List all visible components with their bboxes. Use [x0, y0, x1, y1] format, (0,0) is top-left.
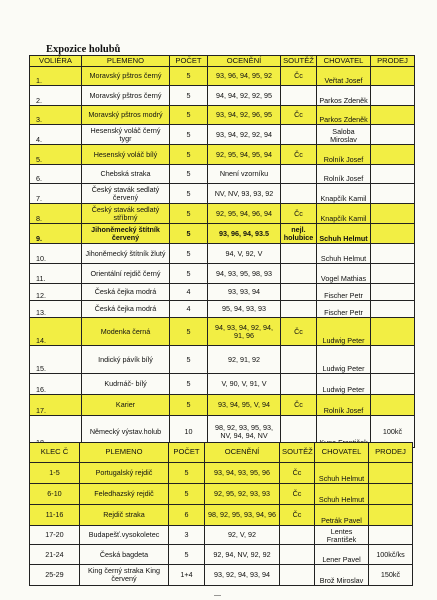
column-header-count: POČET	[169, 443, 205, 463]
column-header-cage-number: VOLIÉRA	[30, 56, 82, 67]
breed-cell: Orientální rejdič černý	[82, 264, 170, 284]
breeder-cell: Veřtat Josef	[317, 67, 371, 86]
breeder-cell: Schuh Helmut	[317, 224, 371, 244]
sale-cell	[369, 484, 413, 505]
breeder-cell: Schuh Helmut	[315, 484, 369, 505]
cage-number-cell: 21-24	[30, 545, 80, 565]
sale-cell	[369, 463, 413, 484]
count-cell: 5	[169, 484, 205, 505]
breeder-cell: Ludwig Peter	[317, 318, 371, 346]
cage-number-cell: 6-10	[30, 484, 80, 505]
sale-cell	[371, 264, 415, 284]
count-cell: 5	[170, 204, 208, 224]
count-cell: 5	[170, 244, 208, 264]
cage-number-cell: 17.	[30, 395, 82, 416]
breeder-cell: Rolník Josef	[317, 165, 371, 184]
table-row	[30, 67, 415, 86]
cage-number-cell: 4.	[30, 125, 82, 145]
breeder-cell: Knapčík Kamil	[317, 184, 371, 204]
cage-number-cell: 7.	[30, 184, 82, 204]
column-header-competition: SOUTĚŽ	[280, 443, 315, 463]
breed-cell: Indický pávík bílý	[82, 346, 170, 374]
competition-cell: Čc	[280, 484, 315, 505]
rating-cell: 93, 92, 94, 93, 94	[205, 565, 280, 586]
count-cell: 4	[170, 284, 208, 301]
competition-cell	[281, 284, 317, 301]
competition-cell	[280, 565, 315, 586]
sale-cell	[371, 184, 415, 204]
sale-cell	[371, 395, 415, 416]
rating-cell: Nnení vzorníku	[208, 165, 281, 184]
cage-number-cell: 15.	[30, 346, 82, 374]
count-cell: 5	[170, 184, 208, 204]
sale-cell: 100kč/ks	[369, 545, 413, 565]
competition-cell	[281, 125, 317, 145]
competition-cell	[281, 264, 317, 284]
count-cell: 5	[170, 86, 208, 106]
breed-cell: Kudrnáč- bílý	[82, 374, 170, 395]
breeder-cell: Ludwig Peter	[317, 374, 371, 395]
breed-cell: Německý výstav.holub	[82, 416, 170, 448]
count-cell: 5	[170, 395, 208, 416]
rating-cell: 95, 94, 93, 93	[208, 301, 281, 318]
rating-cell: 93, 96, 94, 95, 92	[208, 67, 281, 86]
breeder-cell: Saloba Miroslav	[317, 125, 371, 145]
sale-cell	[371, 106, 415, 125]
breeder-cell: Ludwig Peter	[317, 346, 371, 374]
competition-cell	[281, 244, 317, 264]
cage-number-cell: 3.	[30, 106, 82, 125]
cage-number-cell: 6.	[30, 165, 82, 184]
rating-cell: 94, 93, 95, 98, 93	[208, 264, 281, 284]
cage-number-cell: 10.	[30, 244, 82, 264]
breed-cell: Jihoněmecký štítník červený	[82, 224, 170, 244]
competition-cell: Čc	[280, 505, 315, 526]
table-row	[30, 526, 413, 545]
column-header-breed: PLEMENO	[80, 443, 169, 463]
competition-cell	[281, 165, 317, 184]
breeder-cell: Petrák Pavel	[315, 505, 369, 526]
table-row	[30, 106, 415, 125]
count-cell: 5	[169, 463, 205, 484]
count-cell: 5	[170, 165, 208, 184]
sale-cell	[371, 244, 415, 264]
breeder-cell: Schuh Helmut	[315, 463, 369, 484]
count-cell: 5	[170, 374, 208, 395]
breeder-cell: Fischer Petr	[317, 284, 371, 301]
sale-cell	[371, 301, 415, 318]
breed-cell: Jihoněmecký štítník žlutý	[82, 244, 170, 264]
table-row	[30, 505, 413, 526]
cage-number-cell: 12.	[30, 284, 82, 301]
table-row	[30, 125, 415, 145]
count-cell: 6	[169, 505, 205, 526]
column-header-sale: PRODEJ	[369, 443, 413, 463]
competition-cell	[281, 184, 317, 204]
sale-cell	[371, 67, 415, 86]
column-header-competition: SOUTĚŽ	[281, 56, 317, 67]
sale-cell	[371, 204, 415, 224]
cage-number-cell: 25-29	[30, 565, 80, 586]
competition-cell	[280, 545, 315, 565]
sale-cell	[371, 346, 415, 374]
count-cell: 5	[170, 67, 208, 86]
competition-cell: Čc	[281, 67, 317, 86]
rating-cell: 92, 94, NV, 92, 92	[205, 545, 280, 565]
rating-cell: 93, 94, 92, 96, 95	[208, 106, 281, 125]
breed-cell: Chebská straka	[82, 165, 170, 184]
competition-cell	[281, 374, 317, 395]
cage-number-cell: 5.	[30, 145, 82, 165]
rating-cell: 93, 93, 94	[208, 284, 281, 301]
competition-cell	[280, 526, 315, 545]
breed-cell: Česká bagdeta	[80, 545, 169, 565]
breed-cell: Český stavák sedlatý červený	[82, 184, 170, 204]
breeder-cell: Schuh Helmut	[317, 244, 371, 264]
breeder-cell: Knapčík Kamil	[317, 204, 371, 224]
breeder-cell: Fischer Petr	[317, 301, 371, 318]
count-cell: 10	[170, 416, 208, 448]
page-title: Expozice holubů	[46, 44, 121, 55]
table-row	[30, 565, 413, 586]
sale-cell	[371, 374, 415, 395]
count-cell: 5	[170, 346, 208, 374]
breeder-cell: Parkos Zdeněk	[317, 86, 371, 106]
table-row	[30, 145, 415, 165]
rating-cell: 92, 95, 92, 93, 93	[205, 484, 280, 505]
breed-cell: Modenka černá	[82, 318, 170, 346]
sale-cell: 100kč	[371, 416, 415, 448]
breeder-cell: Brož Miroslav	[315, 565, 369, 586]
table-header-row	[30, 443, 413, 463]
table-row	[30, 374, 415, 395]
column-header-rating: OCENĚNÍ	[208, 56, 281, 67]
count-cell: 5	[169, 545, 205, 565]
cage-number-cell: 1-5	[30, 463, 80, 484]
breed-cell: Budapešť.vysokoletec	[80, 526, 169, 545]
column-header-count: POČET	[170, 56, 208, 67]
competition-cell: nejl. holubice	[281, 224, 317, 244]
rating-cell: 98, 92, 93, 95, 93, NV, 94, 94, NV	[208, 416, 281, 448]
column-header-rating: OCENĚNÍ	[205, 443, 280, 463]
cage-number-cell: 17-20	[30, 526, 80, 545]
column-header-sale: PRODEJ	[371, 56, 415, 67]
breeder-cell: Parkos Zdeněk	[317, 106, 371, 125]
cage-number-cell: 16.	[30, 374, 82, 395]
column-header-breeder: CHOVATEL	[315, 443, 369, 463]
table-row	[30, 484, 413, 505]
breeder-cell: Rolník Josef	[317, 395, 371, 416]
breed-cell: Český stavák sedlatý stříbrný	[82, 204, 170, 224]
cage-number-cell: 14.	[30, 318, 82, 346]
rating-cell: 93, 94, 95, V, 94	[208, 395, 281, 416]
table-header-row	[30, 56, 415, 67]
sale-cell	[369, 505, 413, 526]
breeder-cell: Vogel Mathias	[317, 264, 371, 284]
rating-cell: 93, 94, 92, 92, 94	[208, 125, 281, 145]
sale-cell	[371, 284, 415, 301]
cage-number-cell: 13.	[30, 301, 82, 318]
cage-number-cell: 1.	[30, 67, 82, 86]
count-cell: 5	[170, 125, 208, 145]
rating-cell: 92, 91, 92	[208, 346, 281, 374]
competition-cell	[281, 301, 317, 318]
breed-cell: Hesenský voláč bílý	[82, 145, 170, 165]
sale-cell	[371, 318, 415, 346]
count-cell: 3	[169, 526, 205, 545]
table-row	[30, 184, 415, 204]
cage-exhibition-table	[29, 442, 413, 586]
table-row	[30, 395, 415, 416]
table-row	[30, 264, 415, 284]
rating-cell: 94, 94, 92, 92, 95	[208, 86, 281, 106]
sale-cell: 150kč	[369, 565, 413, 586]
competition-cell	[281, 346, 317, 374]
breed-cell: Moravský pštros černý	[82, 86, 170, 106]
count-cell: 5	[170, 145, 208, 165]
rating-cell: 92, V, 92	[205, 526, 280, 545]
cage-number-cell: 11-16	[30, 505, 80, 526]
column-header-cage-number: KLEC Č	[30, 443, 80, 463]
table-row	[30, 204, 415, 224]
table-row	[30, 244, 415, 264]
sale-cell	[369, 526, 413, 545]
table-row	[30, 284, 415, 301]
breed-cell: King černý straka King červený	[80, 565, 169, 586]
rating-cell: 94, V, 92, V	[208, 244, 281, 264]
breed-cell: Feledhazský rejdič	[80, 484, 169, 505]
breeder-cell: Lener Pavel	[315, 545, 369, 565]
cage-number-cell: 11.	[30, 264, 82, 284]
count-cell: 5	[170, 318, 208, 346]
sale-cell	[371, 165, 415, 184]
column-header-breed: PLEMENO	[82, 56, 170, 67]
competition-cell	[281, 86, 317, 106]
competition-cell: Čc	[280, 463, 315, 484]
breed-cell: Česká čejka modrá	[82, 284, 170, 301]
breed-cell: Portugalský rejdič	[80, 463, 169, 484]
count-cell: 4	[170, 301, 208, 318]
rating-cell: NV, NV, 93, 93, 92	[208, 184, 281, 204]
breed-cell: Hesenský voláč černý tygr	[82, 125, 170, 145]
breed-cell: Česká čejka modrá	[82, 301, 170, 318]
rating-cell: 94, 93, 94, 92, 94, 91, 96	[208, 318, 281, 346]
competition-cell: Čc	[281, 318, 317, 346]
table-row	[30, 165, 415, 184]
rating-cell: 98, 92, 95, 93, 94, 96	[205, 505, 280, 526]
sale-cell	[371, 125, 415, 145]
rating-cell: 92, 95, 94, 95, 94	[208, 145, 281, 165]
table-row	[30, 346, 415, 374]
sale-cell	[371, 224, 415, 244]
cage-number-cell: 2.	[30, 86, 82, 106]
table-row	[30, 86, 415, 106]
pigeon-exhibition-table	[29, 55, 415, 448]
rating-cell: V, 90, V, 91, V	[208, 374, 281, 395]
table-row	[30, 318, 415, 346]
column-header-breeder: CHOVATEL	[317, 56, 371, 67]
breed-cell: Moravský pštros modrý	[82, 106, 170, 125]
breeder-cell: Lentes František	[315, 526, 369, 545]
count-cell: 5	[170, 264, 208, 284]
sale-cell	[371, 86, 415, 106]
rating-cell: 92, 95, 94, 96, 94	[208, 204, 281, 224]
table-row	[30, 301, 415, 318]
count-cell: 1+4	[169, 565, 205, 586]
rating-cell: 93, 96, 94, 93.5	[208, 224, 281, 244]
breed-cell: Rejdič straka	[80, 505, 169, 526]
page-footer-mark: —	[214, 592, 221, 599]
table-row	[30, 224, 415, 244]
cage-number-cell: 9.	[30, 224, 82, 244]
table-row	[30, 545, 413, 565]
cage-number-cell: 8.	[30, 204, 82, 224]
competition-cell: Čc	[281, 106, 317, 125]
breed-cell: Karier	[82, 395, 170, 416]
breed-cell: Moravský pštros černý	[82, 67, 170, 86]
competition-cell: Čc	[281, 145, 317, 165]
competition-cell: Čc	[281, 395, 317, 416]
rating-cell: 93, 94, 93, 95, 96	[205, 463, 280, 484]
breeder-cell: Rolník Josef	[317, 145, 371, 165]
competition-cell: Čc	[281, 204, 317, 224]
count-cell: 5	[170, 224, 208, 244]
table-row	[30, 463, 413, 484]
sale-cell	[371, 145, 415, 165]
count-cell: 5	[170, 106, 208, 125]
